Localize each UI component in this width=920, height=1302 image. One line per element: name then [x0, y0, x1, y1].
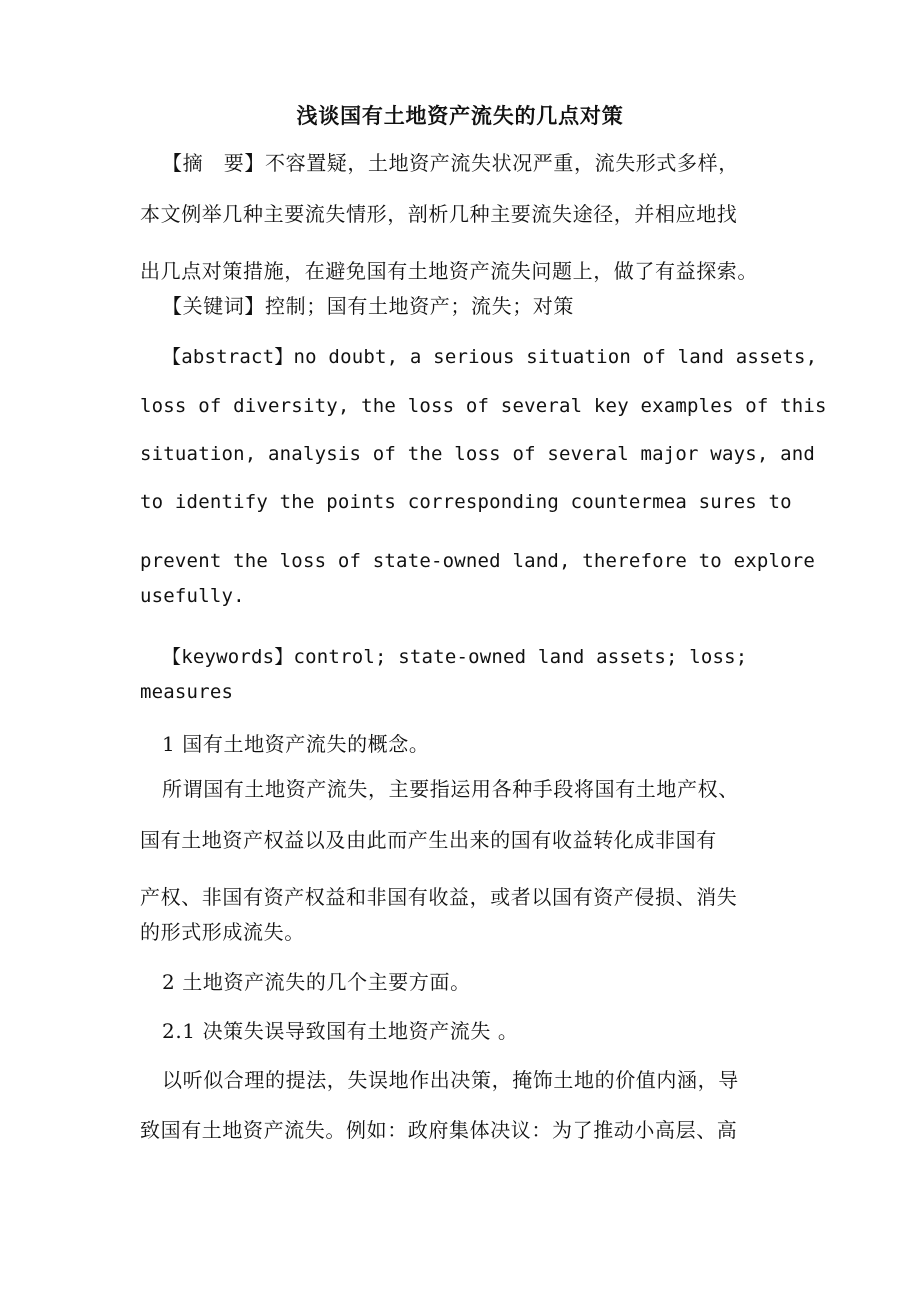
abstract-cn-line-1: 【摘 要】不容置疑，土地资产流失状况严重，流失形式多样， [162, 151, 739, 175]
abstract-en-line-6: usefully. [140, 585, 245, 607]
abstract-en-line-3: situation, analysis of the loss of several major ways, and [140, 443, 816, 465]
section-2-heading: 2 土地资产流失的几个主要方面。 [162, 970, 471, 994]
section-2-1-line-1: 以听似合理的提法，失误地作出决策，掩饰土地的价值内涵，导 [162, 1068, 739, 1092]
section-2-1-line-2: 致国有土地资产流失。例如：政府集体决议：为了推动小高层、高 [140, 1118, 738, 1142]
keywords-cn: 【关键词】控制；国有土地资产；流失；对策 [162, 294, 574, 318]
section-1-line-1: 所谓国有土地资产流失，主要指运用各种手段将国有土地产权、 [162, 777, 739, 801]
section-2-1-heading: 2.1 决策失误导致国有土地资产流失 。 [162, 1019, 519, 1043]
abstract-en-line-1: 【abstract】no doubt, a serious situation of land assets, [162, 346, 818, 368]
keywords-en-line-2: measures [140, 681, 234, 703]
section-1-line-2: 国有土地资产权益以及由此而产生出来的国有收益转化成非国有 [140, 828, 717, 852]
abstract-en-line-4: to identify the points corresponding countermea sures to [140, 491, 792, 513]
abstract-cn-line-2: 本文例举几种主要流失情形，剖析几种主要流失途径，并相应地找 [140, 202, 738, 226]
section-1-heading: 1 国有土地资产流失的概念。 [162, 732, 430, 756]
section-1-line-3: 产权、非国有资产权益和非国有收益，或者以国有资产侵损、消失 [140, 885, 738, 909]
abstract-cn-line-3: 出几点对策措施，在避免国有土地资产流失问题上，做了有益探索。 [140, 259, 758, 283]
keywords-en-line-1: 【keywords】control; state-owned land assets; loss; [162, 646, 748, 668]
abstract-en-line-2: loss of diversity, the loss of several key examples of this [140, 395, 827, 417]
section-1-line-4: 的形式形成流失。 [140, 920, 305, 944]
document-title: 浅谈国有土地资产流失的几点对策 [296, 103, 624, 128]
abstract-en-line-5: prevent the loss of state-owned land, therefore to explore [140, 550, 816, 572]
